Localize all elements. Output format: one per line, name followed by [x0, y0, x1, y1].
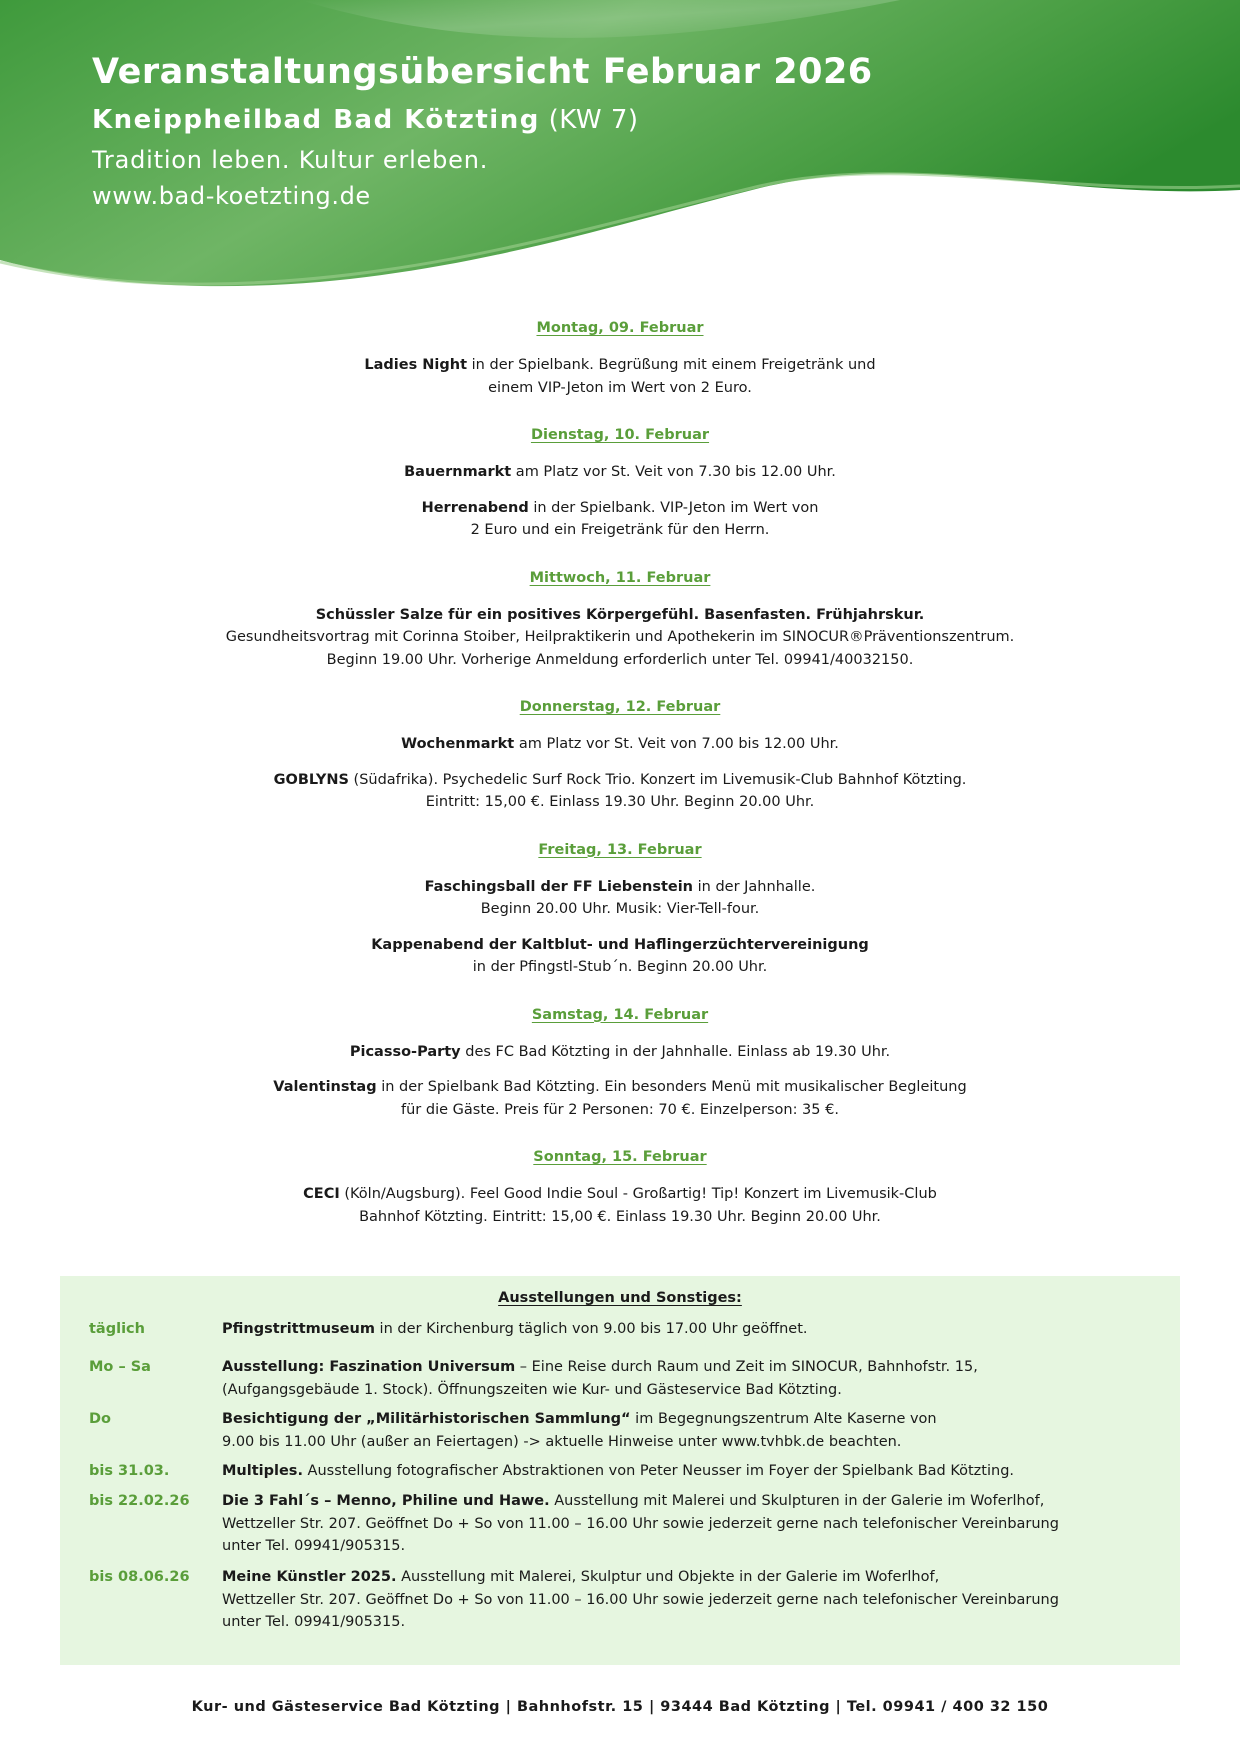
day-section [120, 570, 1120, 672]
event-entry [120, 1076, 1120, 1121]
event-name: Schüssler Salze für ein positives Körpergefühl. Basenfasten. Frühjahrskur. [315, 606, 925, 623]
event-detail: am Platz vor St. Veit von 7.30 bis 12.00 Uhr. [511, 464, 836, 480]
exhibition-detail: (Aufgangsgebäude 1. Stock). Öffnungszeiten wie Kur- und Gästeservice Bad Kötzting. [222, 1381, 842, 1398]
event-name: Bauernmarkt [404, 464, 512, 480]
exhibition-name: Multiples. [222, 1463, 303, 1479]
exhibition-period: bis 22.02.26 [89, 1493, 190, 1509]
event-entry [120, 876, 1120, 921]
subtitle-week: (KW 7) [548, 105, 639, 135]
day-section [120, 699, 1120, 814]
event-detail: (Südafrika). Psychedelic Surf Rock Trio. Konzert im Livemusik-Club Bahnhof Kötzting. [348, 771, 967, 788]
exhibition-period: Do [89, 1411, 111, 1427]
website-url: www.bad-koetzting.de [92, 182, 371, 210]
tagline: Tradition leben. Kultur erleben. [92, 146, 489, 174]
event-entry [120, 604, 1120, 672]
exhibition-period: Mo – Sa [89, 1359, 151, 1375]
day-heading: Dienstag, 10. Februar [530, 427, 710, 443]
footer-contact: Kur- und Gästeservice Bad Kötzting | Bahnhofstr. 15 | 93444 Bad Kötzting | Tel. 09941 / 400 32 150 [191, 1699, 1049, 1715]
exhibition-name: Besichtigung der „Militärhistorischen Sammlung“ [222, 1411, 631, 1427]
exhibition-text [222, 1356, 1162, 1401]
exhibition-detail: Wettzeller Str. 207. Geöffnet Do + So von 11.00 – 16.00 Uhr sowie jederzeit gerne nach telefonischer Vereinbarung [222, 1591, 1059, 1608]
day-section [120, 1007, 1120, 1122]
day-heading: Freitag, 13. Februar [538, 841, 702, 858]
exhibition-detail: unter Tel. 09941/905315. [222, 1538, 406, 1554]
event-detail: Gesundheitsvortrag mit Corinna Stoiber, Heilpraktikerin und Apothekerin im SINOCUR®Präventionszentrum. [225, 629, 1015, 645]
event-detail: einem VIP-Jeton im Wert von 2 Euro. [488, 379, 752, 396]
exhibition-name: Meine Künstler 2025. [222, 1569, 397, 1585]
event-detail: Beginn 19.00 Uhr. Vorherige Anmeldung erforderlich unter Tel. 09941/40032150. [326, 651, 914, 668]
exhibition-detail: Ausstellung fotografischer Abstraktionen von Peter Neusser im Foyer der Spielbank Bad Kötzting. [302, 1463, 1015, 1479]
event-name: Ladies Night [364, 357, 468, 373]
event-name: Faschingsball der FF Liebenstein [424, 878, 694, 895]
exhibition-text [222, 1490, 1162, 1558]
exhibition-detail: – Eine Reise durch Raum und Zeit im SINOCUR, Bahnhofstr. 15, [515, 1359, 978, 1375]
event-entry [120, 934, 1120, 979]
event-detail: in der Spielbank Bad Kötzting. Ein besonders Menü mit musikalischer Begleitung [376, 1079, 967, 1095]
exhibition-period: bis 31.03. [89, 1463, 170, 1479]
day-heading: Donnerstag, 12. Februar [519, 699, 721, 715]
exhibition-text [222, 1408, 1162, 1453]
day-heading: Mittwoch, 11. Februar [529, 569, 711, 586]
event-detail: in der Pfingstl-Stub´n. Beginn 20.00 Uhr. [472, 959, 768, 975]
exhibition-period: bis 08.06.26 [89, 1569, 190, 1585]
exhibition-text [222, 1318, 1162, 1341]
exhibitions-box [60, 1276, 1180, 1665]
exhibitions-title: Ausstellungen und Sonstiges: [498, 1290, 742, 1306]
event-name: Wochenmarkt [401, 736, 515, 752]
event-name: GOBLYNS [273, 771, 349, 788]
event-detail: Bahnhof Kötzting. Eintritt: 15,00 €. Einlass 19.30 Uhr. Beginn 20.00 Uhr. [359, 1208, 881, 1225]
exhibition-detail: im Begegnungszentrum Alte Kaserne von [630, 1411, 937, 1427]
exhibition-detail: in der Kirchenburg täglich von 9.00 bis 17.00 Uhr geöffnet. [374, 1321, 808, 1337]
event-detail: in der Jahnhalle. [693, 878, 816, 895]
event-entry [120, 354, 1120, 399]
event-detail: Beginn 20.00 Uhr. Musik: Vier-Tell-four. [480, 901, 760, 917]
exhibition-period: täglich [89, 1321, 145, 1337]
event-detail: in der Spielbank. VIP-Jeton im Wert von [528, 499, 819, 516]
event-detail: 2 Euro und ein Freigetränk für den Herrn. [470, 522, 770, 538]
event-name: Herrenabend [421, 499, 529, 516]
exhibition-detail: Ausstellung mit Malerei und Skulpturen in der Galerie im Woferlhof, [549, 1493, 1045, 1509]
day-section [120, 1149, 1120, 1228]
exhibition-name: Die 3 Fahl´s – Menno, Philine und Hawe. [222, 1493, 550, 1509]
exhibition-detail: Wettzeller Str. 207. Geöffnet Do + So von 11.00 – 16.00 Uhr sowie jederzeit gerne nach telefonischer Vereinbarung [222, 1515, 1059, 1532]
event-entry [120, 1183, 1120, 1228]
exhibition-text [222, 1566, 1162, 1634]
event-name: CECI [303, 1186, 340, 1202]
event-detail: am Platz vor St. Veit von 7.00 bis 12.00 Uhr. [514, 736, 839, 752]
day-heading: Sonntag, 15. Februar [533, 1149, 707, 1165]
event-name: Kappenabend der Kaltblut- und Haflingerzüchtervereinigung [371, 936, 869, 953]
day-section [120, 842, 1120, 979]
event-detail: in der Spielbank. Begrüßung mit einem Freigetränk und [467, 357, 876, 373]
day-heading: Samstag, 14. Februar [531, 1006, 709, 1023]
event-entry [120, 733, 1120, 756]
exhibition-text [222, 1460, 1162, 1483]
exhibition-name: Ausstellung: Faszination Universum [222, 1359, 516, 1375]
page-title: Veranstaltungsübersicht Februar 2026 [92, 52, 873, 92]
event-entry [120, 497, 1120, 542]
day-heading: Montag, 09. Februar [536, 320, 704, 336]
event-detail: des FC Bad Kötzting in der Jahnhalle. Einlass ab 19.30 Uhr. [460, 1043, 891, 1060]
page-subtitle [92, 105, 639, 135]
event-entry [120, 461, 1120, 484]
exhibition-detail: 9.00 bis 11.00 Uhr (außer an Feiertagen) -> aktuelle Hinweise unter www.tvhbk.de beachten. [222, 1433, 902, 1450]
subtitle-place: Kneippheilbad Bad Kötzting [92, 105, 540, 135]
event-entry [120, 1041, 1120, 1064]
exhibition-name: Pfingstrittmuseum [222, 1321, 375, 1337]
event-detail: (Köln/Augsburg). Feel Good Indie Soul - Großartig! Tip! Konzert im Livemusik-Club [339, 1186, 937, 1202]
event-entry [120, 769, 1120, 814]
exhibition-detail: Ausstellung mit Malerei, Skulptur und Objekte in der Galerie im Woferlhof, [396, 1569, 940, 1585]
event-name: Valentinstag [273, 1079, 377, 1095]
exhibition-detail: unter Tel. 09941/905315. [222, 1614, 406, 1630]
event-name: Picasso-Party [349, 1043, 461, 1060]
event-detail: Eintritt: 15,00 €. Einlass 19.30 Uhr. Beginn 20.00 Uhr. [425, 794, 815, 810]
event-program [120, 320, 1120, 1256]
day-section [120, 427, 1120, 542]
event-detail: für die Gäste. Preis für 2 Personen: 70 €. Einzelperson: 35 €. [401, 1101, 839, 1118]
day-section [120, 320, 1120, 399]
